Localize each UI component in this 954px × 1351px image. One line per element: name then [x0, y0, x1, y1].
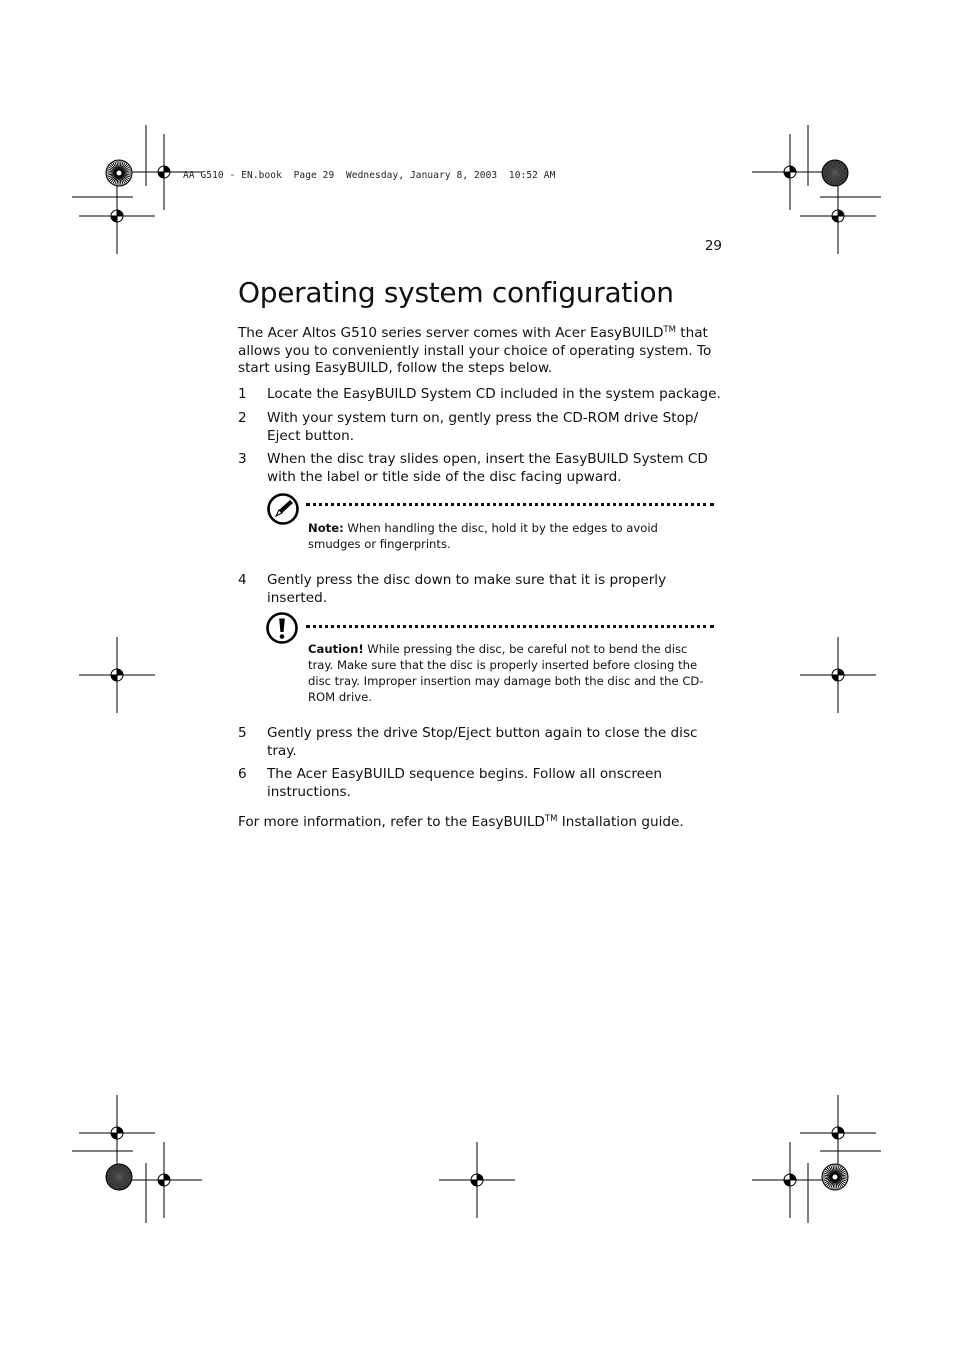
page-number: 29 — [704, 238, 722, 254]
note-text: Note: When handling the disc, hold it by the edges to avoid smudges or fingerprints. — [308, 521, 658, 551]
step-text: When the disc tray slides open, insert the EasyBUILD System CD with the label or title side of the disc facing upward. — [267, 451, 708, 485]
note-label: Note: — [308, 521, 344, 535]
step-number: 3 — [238, 451, 247, 467]
step-number: 5 — [238, 725, 247, 741]
caution-label: Caution! — [308, 642, 364, 656]
crosshair-mark — [800, 637, 876, 713]
note-pen-icon — [266, 492, 300, 526]
crosshair-mark — [79, 178, 155, 254]
page-title: Operating system configuration — [238, 276, 674, 309]
closing-paragraph: For more information, refer to the EasyBUILD™ Installation guide. — [238, 814, 684, 830]
step-text: With your system turn on, gently press the CD-ROM drive Stop/ Eject button. — [267, 410, 699, 444]
step-text: Gently press the drive Stop/Eject button again to close the disc tray. — [267, 725, 698, 759]
crosshair-mark — [752, 134, 828, 210]
crosshair-mark — [800, 178, 876, 254]
crosshair-mark — [439, 1142, 515, 1218]
step-text: Locate the EasyBUILD System CD included in the system package. — [267, 386, 721, 402]
step-number: 4 — [238, 572, 247, 588]
step-number: 2 — [238, 410, 247, 426]
crosshair-mark — [752, 1142, 828, 1218]
sunburst-mark — [822, 1164, 848, 1190]
sunburst-mark — [106, 160, 132, 186]
trademark-superscript: TM — [544, 814, 558, 824]
caution-text: Caution! While pressing the disc, be careful not to bend the disc tray. Make sure that the disc is properly inserted before closing the disc tray. Improper insertion may damage both the disc and the CD-ROM drive. — [308, 642, 704, 704]
step-number: 1 — [238, 386, 247, 402]
caution-divider — [306, 625, 714, 628]
intro-paragraph: The Acer Altos G510 series server comes with Acer EasyBUILD™ that allows you to conveniently install your choice of operating system. To start using EasyBUILD, follow the steps below. — [238, 325, 712, 376]
dark-disc-mark — [106, 1164, 132, 1190]
crosshair-mark — [79, 637, 155, 713]
note-divider — [306, 503, 714, 506]
crosshair-mark — [126, 1142, 202, 1218]
dark-disc-mark — [822, 160, 848, 186]
crosshair-mark — [800, 1095, 876, 1171]
step-text: The Acer EasyBUILD sequence begins. Follow all onscreen instructions. — [267, 766, 662, 800]
trademark-superscript: TM — [663, 325, 676, 335]
step-number: 6 — [238, 766, 247, 782]
file-info-header: AA G510 - EN.book Page 29 Wednesday, January 8, 2003 10:52 AM — [183, 170, 556, 181]
caution-exclamation-icon — [266, 612, 300, 646]
crosshair-mark — [79, 1095, 155, 1171]
step-text: Gently press the disc down to make sure that it is properly inserted. — [267, 572, 667, 606]
